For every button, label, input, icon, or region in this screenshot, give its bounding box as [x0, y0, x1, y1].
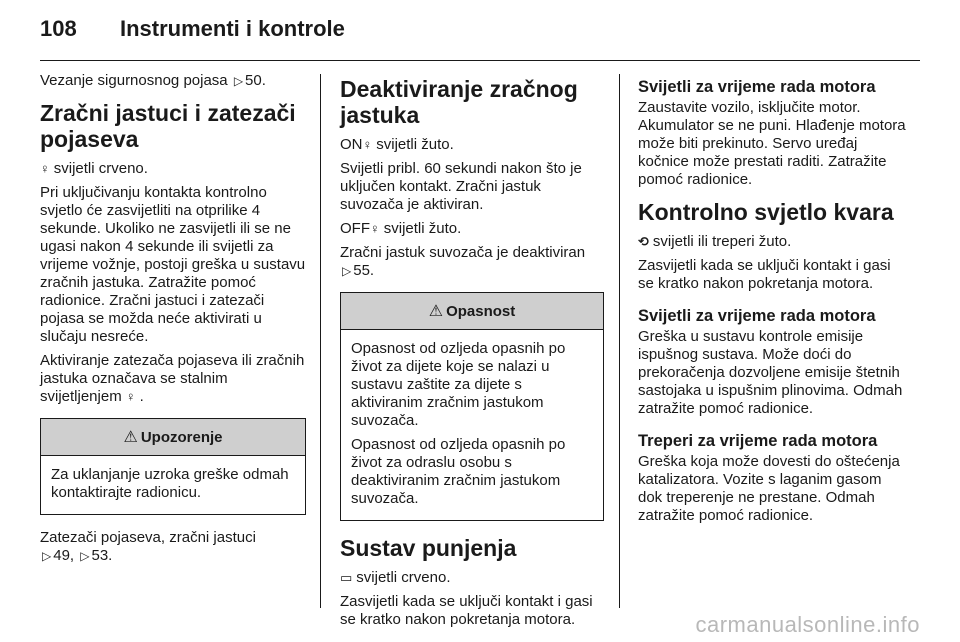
sixty-seconds-paragraph: Svijetli pribl. 60 sekundi nakon što je uključen kontakt. Zračni jastuk suvozača je aktiviran.: [340, 160, 582, 213]
column-divider: [320, 74, 321, 608]
malfunction-light-paragraph: ⟲ svijetli ili treperi žuto.: [638, 233, 792, 250]
charging-light-red: ▭ svijetli crveno.: [340, 569, 451, 586]
reference-triangle-icon: ▷: [80, 549, 90, 563]
refs-paragraph: Zatezači pojaseva, zračni jastuci ▷ 49, ▷ 53.: [40, 529, 256, 564]
reference-triangle-icon: ▷: [342, 264, 352, 278]
page-header: [40, 10, 920, 50]
column-left: [40, 72, 306, 571]
airbag-light-red: ♀ svijetli crveno.: [40, 160, 148, 177]
column-divider: [619, 74, 620, 608]
danger-header: ⚠ Opasnost: [341, 293, 603, 330]
reference-triangle-icon: ▷: [233, 74, 244, 88]
warning-triangle-icon: ⚠: [428, 303, 444, 320]
airbag-warning-icon: ♀: [125, 389, 136, 404]
while-running-paragraph: Zaustavite vozilo, isključite motor. Akumulator se ne puni. Hlađenje motora može biti prekinuto. Servo uređaj kočnice može prestati raditi. Zatražite pomoć radionice.: [638, 99, 906, 188]
heading-while-running: Svijetli za vrijeme rada motora: [638, 78, 876, 96]
engine-check-icon: ⟲: [638, 234, 649, 249]
airbag-warning-icon: ♀: [40, 161, 50, 176]
off-light-paragraph: OFF♀ svijetli žuto.: [340, 220, 462, 237]
airbag-warning-icon: ♀: [362, 137, 373, 152]
malfunction-on-paragraph: Zasvijetli kada se uključi kontakt i gasi se kratko nakon pokretanja motora.: [638, 257, 891, 292]
heading-flashes-running: Treperi za vrijeme rada motora: [638, 432, 878, 450]
deactivated-paragraph: Zračni jastuk suvozača je deaktiviran ▷ 55.: [340, 244, 586, 279]
heading-malfunction: Kontrolno svjetlo kvara: [638, 199, 894, 225]
danger-text-child: Opasnost od ozljeda opasnih po život za dijete koje se nalazi u sustavu zaštite za dijete s aktiviranim zračnim jastukom suvozača.: [351, 340, 566, 429]
heading-lights-running: Svijetli za vrijeme rada motora: [638, 307, 876, 325]
charging-on-paragraph: Zasvijetli kada se uključi kontakt i gasi se kratko nakon pokretanja motora.: [340, 593, 593, 628]
flashes-running-paragraph: Greška koja može dovesti do oštećenja katalizatora. Vozite s laganim gasom dok treperenje ne prestane. Odmah zatražite pomoć radionice.: [638, 453, 900, 524]
column-middle: [340, 72, 604, 635]
warning-text: Za uklanjanje uzroka greške odmah kontaktirajte radionicu.: [51, 466, 289, 501]
heading-deactivation: Deaktiviranje zračnog jastuka: [340, 76, 578, 128]
watermark: carmanualsonline.info: [695, 612, 920, 637]
warning-box: [40, 418, 306, 515]
reference-triangle-icon: ▷: [42, 549, 52, 563]
on-light-paragraph: ON♀ svijetli žuto.: [340, 136, 454, 153]
ignition-paragraph: Pri uključivanju kontakta kontrolno svjetlo će zasvijetliti na otprilike 4 sekunde. Ukoliko ne zasvijetli ili se ne ugasi nakon 4 sekunde ili svijetli za vrijeme vožnje, postoji greška u sustavu zračnih jastuka. Zatražite pomoć radionice. Zračni jastuci i zatezači pojasa se možda neće aktivirati u slučaju nesreće.: [40, 184, 306, 345]
danger-text-adult: Opasnost od ozljeda opasnih po život za odraslu osobu s deaktiviranim zračnim jastukom suvozača.: [351, 436, 566, 507]
heading-airbags: Zračni jastuci i zatezači pojaseva: [40, 100, 296, 152]
header-divider: [40, 60, 920, 61]
warning-header: ⚠ Upozorenje: [41, 419, 305, 456]
warning-triangle-icon: ⚠: [123, 429, 138, 446]
heading-charging: Sustav punjenja: [340, 535, 517, 561]
airbag-off-icon: ♀: [370, 221, 380, 236]
page-number: 108: [40, 16, 77, 41]
page-title: Instrumenti i kontrole: [120, 16, 345, 41]
lights-running-paragraph: Greška u sustavu kontrole emisije ispušnog sustava. Može doći do prekoračenja dozvoljene emisije štetnih sastojaka u ispušnim plinovima. Odmah zatražite pomoć radionice.: [638, 328, 903, 417]
activation-paragraph: Aktiviranje zatezača pojaseva ili zračnih jastuka označava se stalnim svijetljenjem ♀ .: [40, 352, 305, 405]
danger-box: [340, 292, 604, 521]
battery-icon: ▭: [340, 570, 353, 585]
seatbelt-reference: Vezanje sigurnosnog pojasa ▷ 50.: [40, 72, 266, 89]
column-right: [638, 72, 908, 531]
